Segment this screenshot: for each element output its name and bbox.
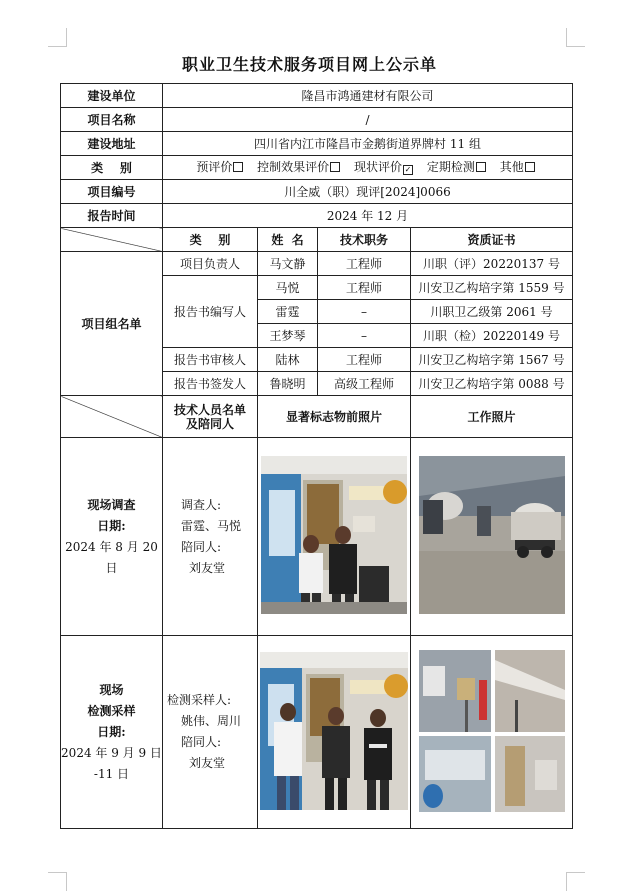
row-address — [61, 132, 573, 156]
work-photo-survey — [419, 456, 565, 614]
photos-header-staff: 技术人员名单及陪同人 — [163, 396, 258, 438]
address-value: 四川省内江市隆昌市金鹅街道界牌村 11 组 — [163, 132, 573, 156]
landmark-photo-cell — [258, 438, 411, 636]
project-name-value: / — [163, 108, 573, 132]
survey-date-suffix: 日 — [105, 560, 118, 575]
work-photo-cell — [411, 438, 573, 636]
sampling-label-2: 检测采样 — [87, 703, 136, 718]
checkbox-icon — [330, 162, 340, 172]
row-category — [61, 156, 573, 180]
category-option: 预评价 — [196, 160, 247, 174]
checkbox-icon — [525, 162, 535, 172]
work-photo-sampling — [419, 650, 565, 812]
landmark-photo-cell — [258, 636, 411, 829]
disclosure-form-table — [60, 83, 573, 829]
member-title: – — [318, 324, 411, 348]
team-header-title: 技术职务 — [318, 228, 411, 252]
member-title: 工程师 — [318, 252, 411, 276]
diagonal-cell — [61, 228, 163, 252]
landmark-photo-survey — [261, 456, 407, 614]
table-row — [61, 252, 573, 276]
photos-header-row — [61, 396, 573, 438]
team-header-cert: 资质证书 — [411, 228, 573, 252]
member-cert: 川安卫乙构培字第 1567 号 — [411, 348, 573, 372]
sampling-date-label: 日期: — [97, 724, 126, 739]
checked-checkbox-icon: ✓ — [404, 165, 412, 174]
crop-mark-top-left — [48, 28, 67, 47]
sampling-date-cell — [61, 636, 163, 829]
member-role: 报告书签发人 — [163, 372, 258, 396]
member-name: 陆林 — [258, 348, 318, 372]
category-option: 其他 — [500, 160, 539, 174]
builder-label: 建设单位 — [61, 84, 163, 108]
address-label: 建设地址 — [61, 132, 163, 156]
member-cert: 川职（评）20220137 号 — [411, 252, 573, 276]
row-project-no — [61, 180, 573, 204]
member-name: 鲁晓明 — [258, 372, 318, 396]
member-name: 雷霆 — [258, 300, 318, 324]
crop-mark-bottom-right — [566, 872, 585, 891]
sampling-date-suffix: -11 日 — [93, 766, 130, 781]
row-report-time — [61, 204, 573, 228]
sampler-label: 检测采样人: — [167, 693, 232, 707]
sampling-date: 2024 年 9 月 9 日 — [61, 745, 162, 760]
report-time-value: 2024 年 12 月 — [163, 204, 573, 228]
surveyor-names: 雷霆、马悦 — [181, 518, 242, 533]
member-cert: 川职（检）20220149 号 — [411, 324, 573, 348]
member-title: 工程师 — [318, 276, 411, 300]
landmark-photo-sampling — [260, 652, 408, 810]
survey-date-cell — [61, 438, 163, 636]
row-builder — [61, 84, 573, 108]
member-cert: 川安卫乙构培字第 1559 号 — [411, 276, 573, 300]
photos-header-work: 工作照片 — [411, 396, 573, 438]
crop-mark-bottom-left — [48, 872, 67, 891]
member-role: 报告书审核人 — [163, 348, 258, 372]
member-name: 马文静 — [258, 252, 318, 276]
member-title: 工程师 — [318, 348, 411, 372]
category-option: 现状评价 ✓ — [354, 160, 412, 174]
survey-date: 2024 年 8 月 20 — [65, 539, 158, 554]
checkbox-icon — [476, 162, 486, 172]
row-project-name — [61, 108, 573, 132]
report-time-label: 报告时间 — [61, 204, 163, 228]
companion-label: 陪同人: — [181, 735, 222, 749]
member-role: 报告书编写人 — [163, 276, 258, 348]
team-header-category: 类 别 — [163, 228, 258, 252]
surveyor-label: 调查人: — [181, 497, 222, 512]
sampling-label: 现场 — [99, 682, 124, 697]
member-name: 王梦琴 — [258, 324, 318, 348]
diagonal-cell — [61, 396, 163, 438]
companion-name: 刘友堂 — [189, 560, 226, 575]
project-no-value: 川全威（职）现评[2024]0066 — [163, 180, 573, 204]
category-label: 类 别 — [61, 156, 163, 180]
category-options — [163, 156, 573, 180]
survey-staff-cell — [163, 438, 258, 636]
crop-mark-top-right — [566, 28, 585, 47]
member-cert: 川安卫乙构培字第 0088 号 — [411, 372, 573, 396]
member-cert: 川职卫乙级第 2061 号 — [411, 300, 573, 324]
sampler-names: 姚伟、周川 — [181, 714, 242, 728]
page-title: 职业卫生技术服务项目网上公示单 — [181, 55, 437, 74]
checkbox-icon — [233, 162, 243, 172]
team-header-name: 姓 名 — [258, 228, 318, 252]
survey-date-label: 日期: — [97, 518, 126, 533]
sampling-staff-cell — [163, 636, 258, 829]
photos-header-landmark: 显著标志物前照片 — [258, 396, 411, 438]
project-no-label: 项目编号 — [61, 180, 163, 204]
member-role: 项目负责人 — [163, 252, 258, 276]
category-option: 控制效果评价 — [257, 160, 344, 174]
category-option: 定期检测 — [427, 160, 490, 174]
companion-label: 陪同人: — [181, 539, 222, 554]
team-header-row — [61, 228, 573, 252]
survey-row — [61, 438, 573, 636]
member-title: 高级工程师 — [318, 372, 411, 396]
member-name: 马悦 — [258, 276, 318, 300]
sampling-row — [61, 636, 573, 829]
companion-name: 刘友堂 — [189, 756, 226, 770]
member-title: – — [318, 300, 411, 324]
work-photo-cell — [411, 636, 573, 829]
survey-label: 现场调查 — [87, 497, 136, 512]
project-name-label: 项目名称 — [61, 108, 163, 132]
team-label: 项目组名单 — [61, 252, 163, 396]
builder-value: 隆昌市鸿通建材有限公司 — [163, 84, 573, 108]
